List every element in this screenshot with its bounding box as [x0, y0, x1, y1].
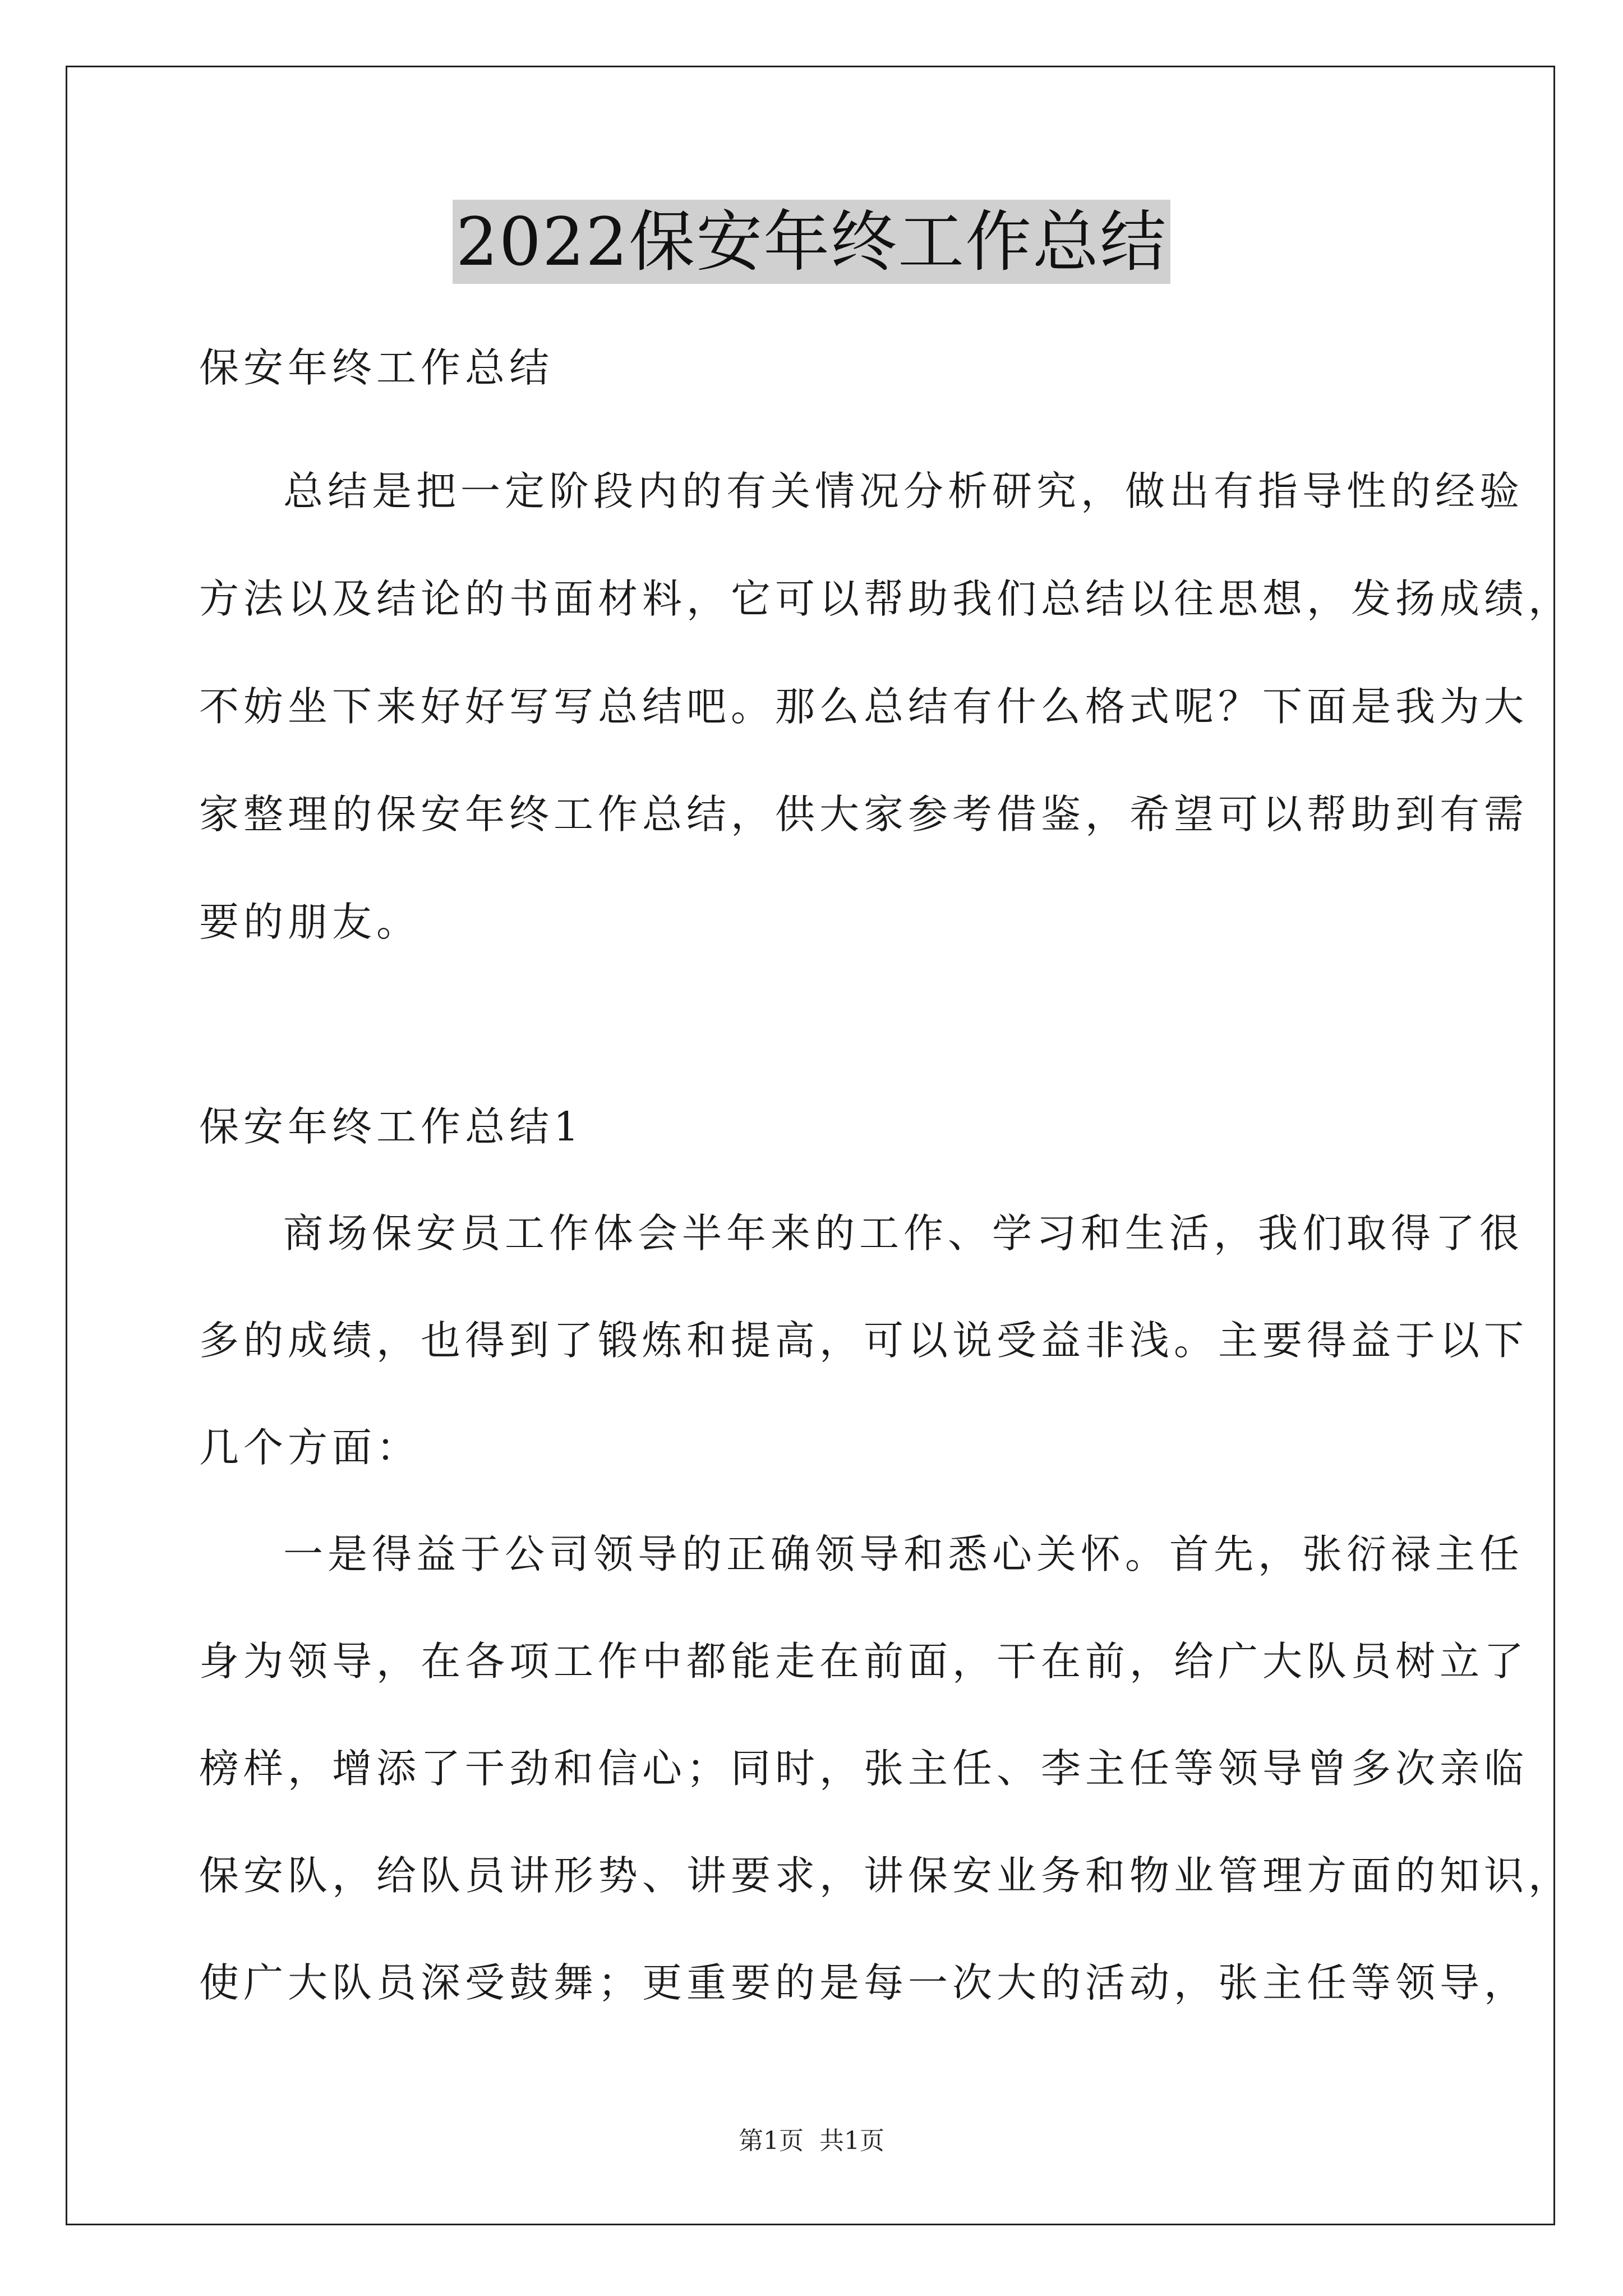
paragraph-line: 多的成绩，也得到了锻炼和提高，可以说受益非浅。主要得益于以下	[199, 1317, 1529, 1364]
paragraph-line: 要的朋友。	[199, 899, 421, 945]
paragraph-line: 保安队，给队员讲形势、讲要求，讲保安业务和物业管理方面的知识，	[199, 1852, 1573, 1899]
paragraph-line: 方法以及结论的书面材料，它可以帮助我们总结以往思想，发扬成绩，	[199, 576, 1573, 622]
paragraph-line: 榜样，增添了干劲和信心；同时，张主任、李主任等领导曾多次亲临	[199, 1745, 1529, 1792]
title-container	[0, 200, 1623, 284]
section-heading: 保安年终工作总结	[199, 344, 554, 391]
document-title: 2022保安年终工作总结	[453, 200, 1170, 284]
page-number-total: 共1页	[819, 2127, 884, 2155]
paragraph-line: 使广大队员深受鼓舞；更重要的是每一次大的活动，张主任等领导，	[199, 1959, 1529, 2006]
paragraph-line: 家整理的保安年终工作总结，供大家参考借鉴，希望可以帮助到有需	[199, 791, 1529, 838]
paragraph-line: 总结是把一定阶段内的有关情况分析研究，做出有指导性的经验	[283, 468, 1524, 514]
page-footer	[0, 2120, 1623, 2156]
paragraph-line: 不妨坐下来好好写写总结吧。那么总结有什么格式呢？下面是我为大	[199, 683, 1529, 730]
paragraph-line: 身为领导，在各项工作中都能走在前面，干在前，给广大队员树立了	[199, 1638, 1529, 1685]
page-number-current: 第1页	[739, 2127, 804, 2155]
paragraph-line: 商场保安员工作体会半年来的工作、学习和生活，我们取得了很	[283, 1210, 1524, 1257]
section-heading: 保安年终工作总结1	[199, 1103, 584, 1150]
paragraph-line: 一是得益于公司领导的正确领导和悉心关怀。首先，张衍禄主任	[283, 1531, 1524, 1577]
paragraph-line: 几个方面：	[199, 1424, 421, 1471]
